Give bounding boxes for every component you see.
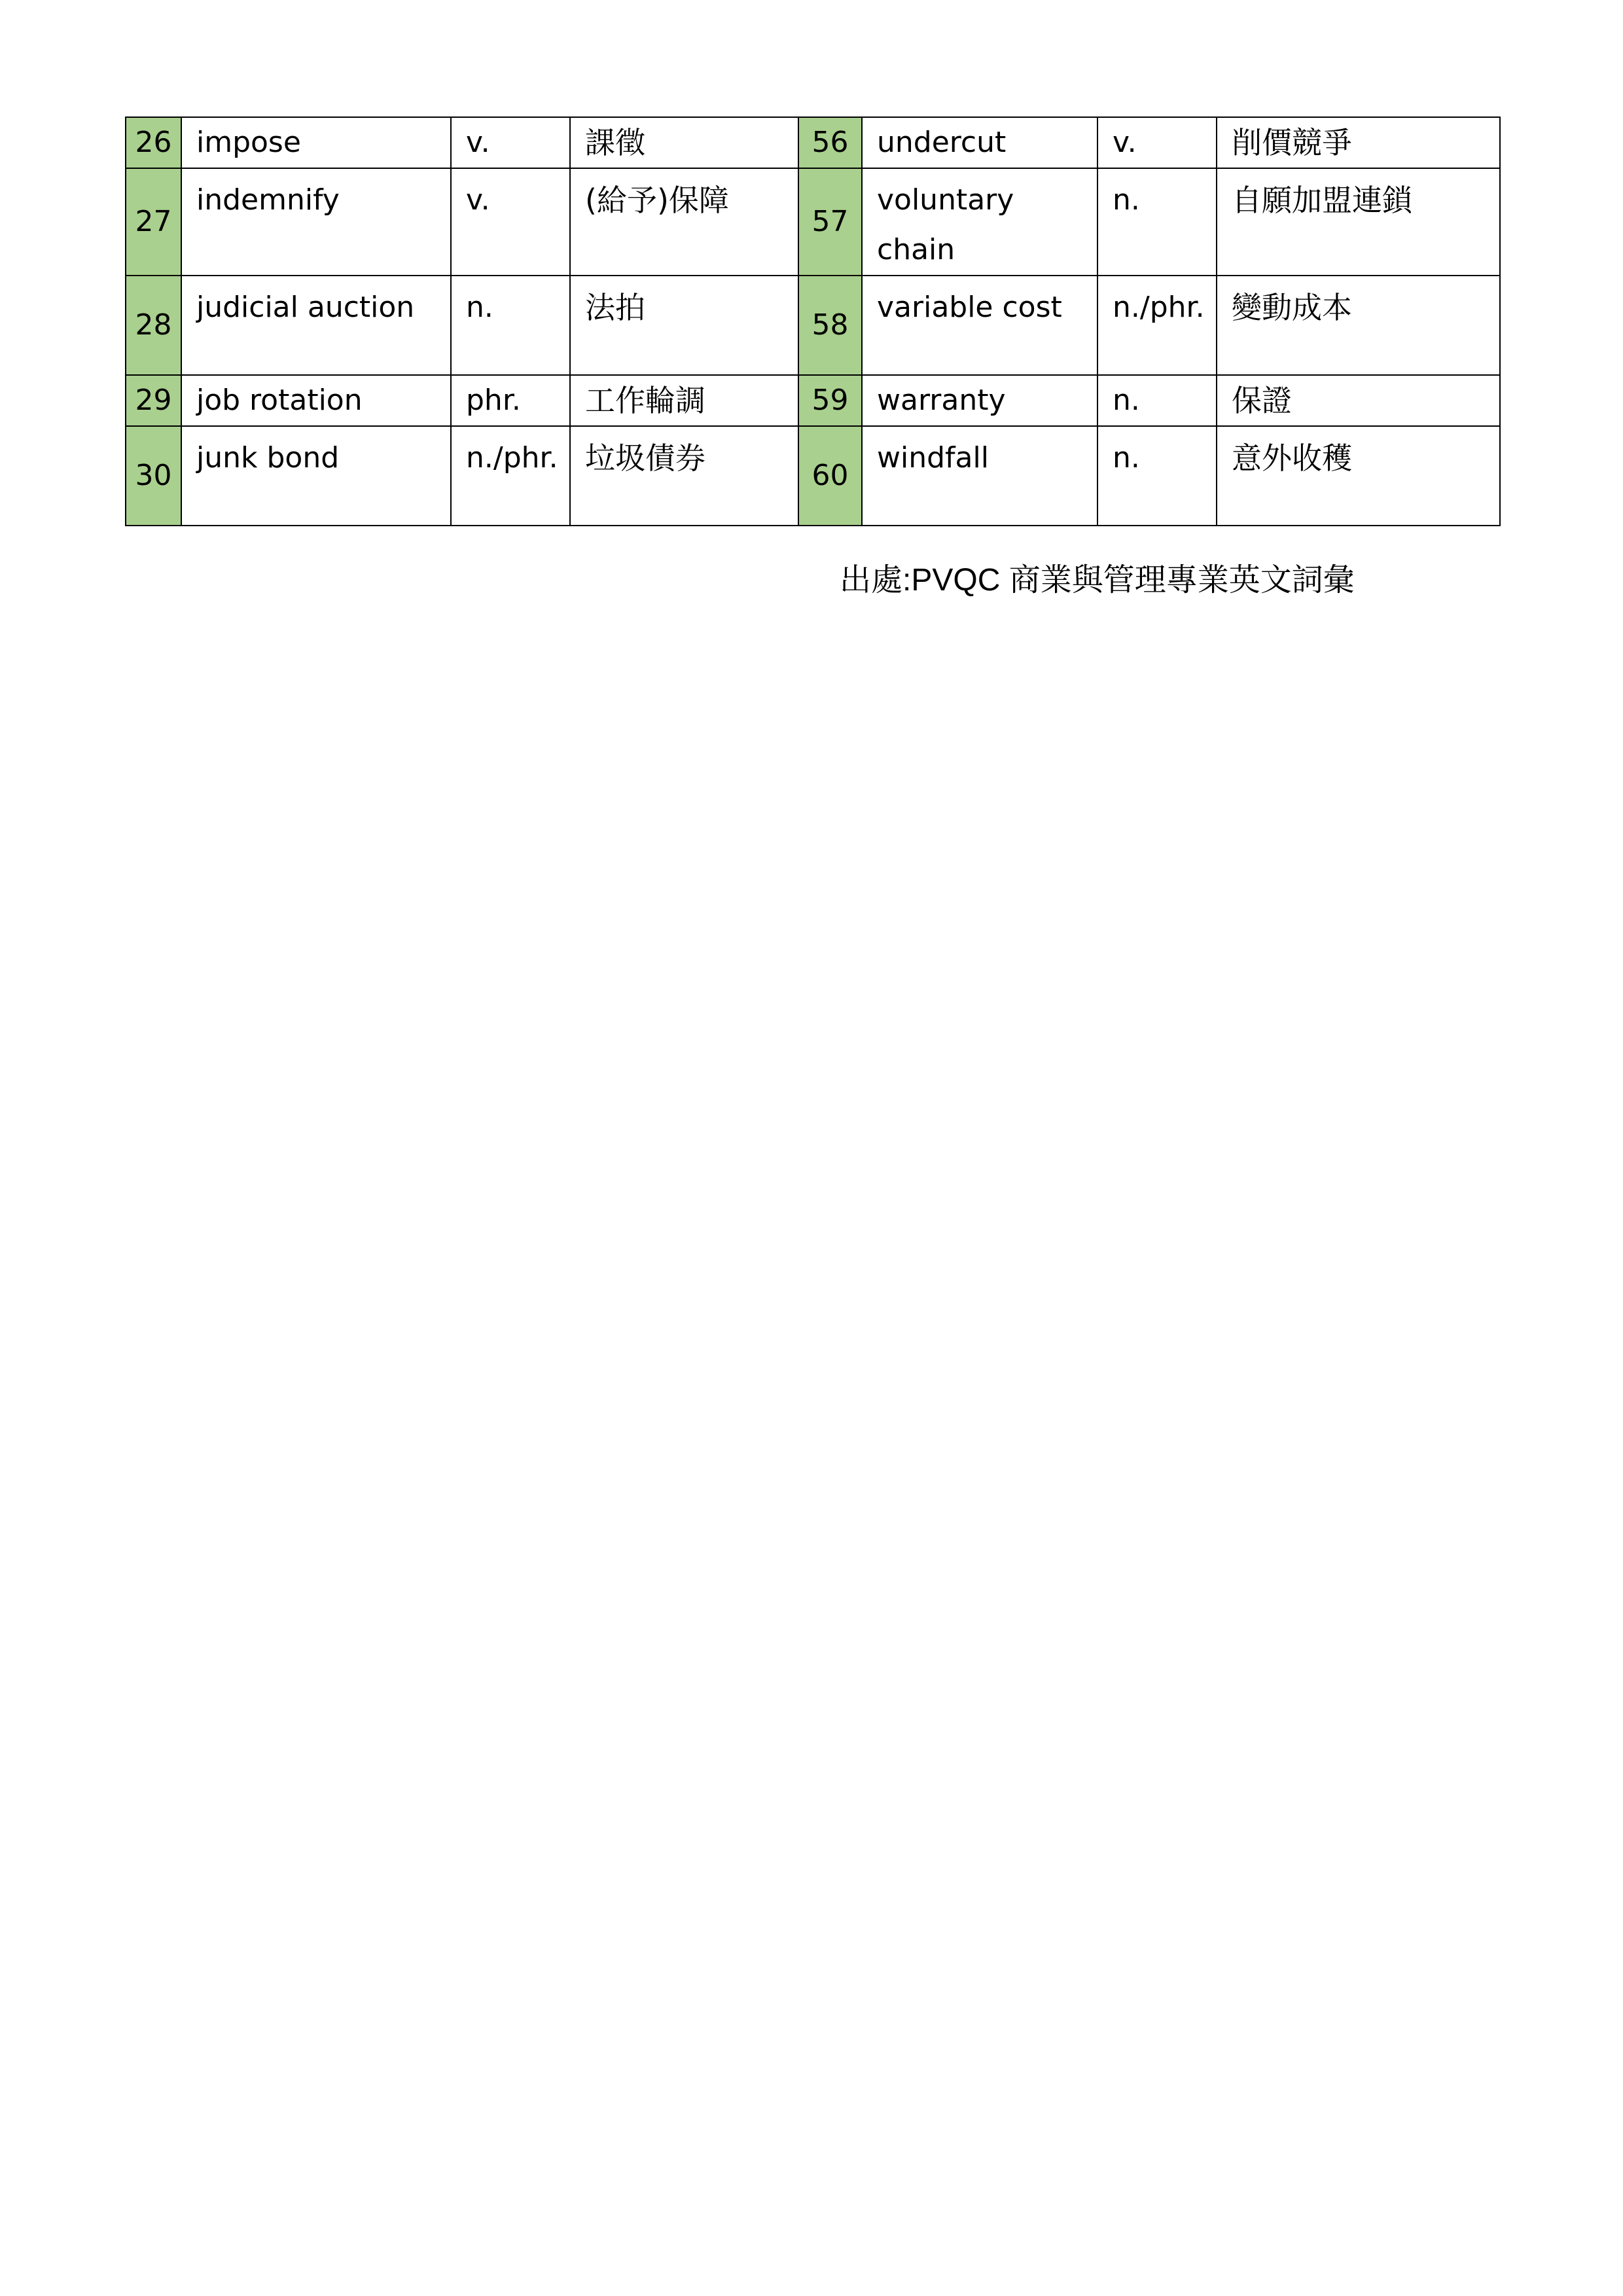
- part-of-speech: n.: [1097, 168, 1217, 276]
- part-of-speech: n.: [1097, 426, 1217, 526]
- english-term: variable cost: [862, 276, 1097, 375]
- part-of-speech: n.: [1097, 375, 1217, 426]
- english-term: indemnify: [181, 168, 451, 276]
- part-of-speech: phr.: [451, 375, 570, 426]
- chinese-translation: 工作輪調: [570, 375, 798, 426]
- english-term: voluntary chain: [862, 168, 1097, 276]
- chinese-translation: (給予)保障: [570, 168, 798, 276]
- term-number: 60: [798, 426, 862, 526]
- part-of-speech: v.: [1097, 117, 1217, 168]
- english-term: judicial auction: [181, 276, 451, 375]
- part-of-speech: n./phr.: [451, 426, 570, 526]
- chinese-translation: 自願加盟連鎖: [1217, 168, 1500, 276]
- chinese-translation: 變動成本: [1217, 276, 1500, 375]
- part-of-speech: v.: [451, 117, 570, 168]
- term-number: 28: [126, 276, 181, 375]
- english-term: job rotation: [181, 375, 451, 426]
- term-number: 56: [798, 117, 862, 168]
- table-row: [126, 426, 1500, 526]
- part-of-speech: v.: [451, 168, 570, 276]
- term-number: 30: [126, 426, 181, 526]
- english-term: undercut: [862, 117, 1097, 168]
- chinese-translation: 削價競爭: [1217, 117, 1500, 168]
- table-row: [126, 117, 1500, 168]
- chinese-translation: 垃圾債券: [570, 426, 798, 526]
- part-of-speech: n.: [451, 276, 570, 375]
- english-term: junk bond: [181, 426, 451, 526]
- english-term: windfall: [862, 426, 1097, 526]
- part-of-speech: n./phr.: [1097, 276, 1217, 375]
- table-row: [126, 276, 1500, 375]
- source-caption: 出處:PVQC 商業與管理專業英文詞彙: [840, 563, 1355, 598]
- chinese-translation: 保證: [1217, 375, 1500, 426]
- english-term: warranty: [862, 375, 1097, 426]
- chinese-translation: 法拍: [570, 276, 798, 375]
- term-number: 27: [126, 168, 181, 276]
- term-number: 58: [798, 276, 862, 375]
- term-number: 59: [798, 375, 862, 426]
- chinese-translation: 課徵: [570, 117, 798, 168]
- term-number: 57: [798, 168, 862, 276]
- table-row: [126, 375, 1500, 426]
- term-number: 29: [126, 375, 181, 426]
- vocabulary-table: [125, 117, 1501, 526]
- chinese-translation: 意外收穫: [1217, 426, 1500, 526]
- table-row: [126, 168, 1500, 276]
- english-term: impose: [181, 117, 451, 168]
- term-number: 26: [126, 117, 181, 168]
